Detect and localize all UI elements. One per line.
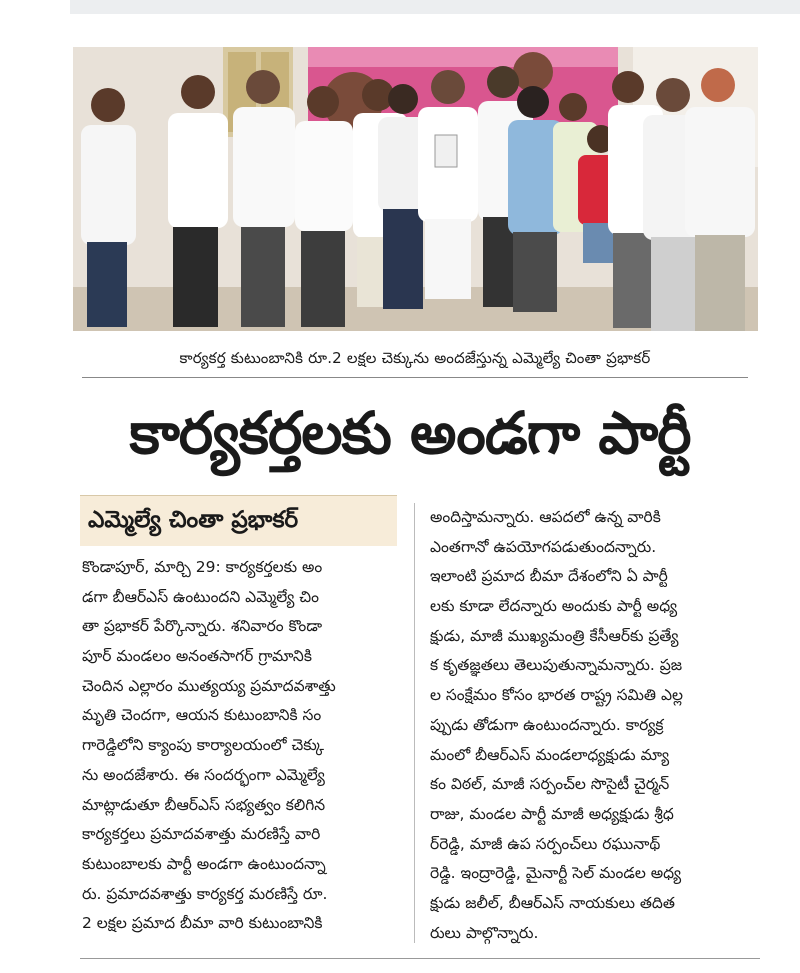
article-column-right xyxy=(430,503,752,948)
bottom-divider xyxy=(80,958,760,959)
text-line: మంలో బీఆర్ఎస్ మండలాధ్యక్షుడు మ్యా xyxy=(430,745,670,764)
text-line: ల సంక్షేమం కోసం భారత రాష్ట్ర సమితి ఎల్ల xyxy=(430,686,683,705)
text-line: ఇలాంటి ప్రమాద బీమా దేశంలోని ఏ పార్టీ xyxy=(430,567,668,586)
text-line: 2 లక్షల ప్రమాద బీమా వారి కుటుంబానికి xyxy=(82,914,323,933)
text-line: రాజు, మండల పార్టీ మాజీ అధ్యక్షుడు శ్రీధ xyxy=(430,804,674,823)
column-divider xyxy=(414,503,415,943)
text-line: గారెడ్డిలోని క్యాంపు కార్యాలయంలో చెక్కు xyxy=(82,736,324,755)
headline: కార్యకర్తలకు అండగా పార్టీ xyxy=(129,399,691,467)
article-column-left xyxy=(82,553,400,939)
text-line: కార్యకర్తలు ప్రమాదవశాత్తు మరణిస్తే వారి xyxy=(82,825,321,844)
text-line: క్షుడు, మాజీ ముఖ్యమంత్రి కేసీఆర్‌కు ప్రత్యే xyxy=(430,626,679,645)
text-line: ఎంతగానో ఉపయోగపడుతుందన్నారు. xyxy=(430,537,657,556)
text-line: కొండాపూర్, మార్చి 29: కార్యకర్తలకు అం xyxy=(82,558,323,576)
text-line: ను అందజేశారు. ఈ సందర్భంగా ఎమ్మెల్యే xyxy=(82,765,325,784)
caption-divider xyxy=(82,377,748,378)
text-line: చెందిన ఎల్లారం ముత్యయ్య ప్రమాదవశాత్తు xyxy=(82,676,336,695)
text-line: డగా బీఆర్ఎస్ ఉంటుందని ఎమ్మెల్యే చిం xyxy=(82,587,319,606)
text-line: రులు పాల్గొన్నారు. xyxy=(430,923,539,942)
text-line: క్షుడు జలీల్, బీఆర్ఎస్ నాయకులు తదిత xyxy=(430,893,675,912)
text-line: మాట్లాడుతూ బీఆర్ఎస్ సభ్యత్వం కలిగిన xyxy=(82,795,326,814)
text-line: కుటుంబాలకు పార్టీ అండగా ఉంటుందన్నా xyxy=(82,854,326,873)
text-line: ర్‌రెడ్డి, మాజీ ఉప సర్పంచ్‌లు రఘునాథ్ xyxy=(430,834,661,853)
byline: ఎమ్మెల్యే చింతా ప్రభాకర్ xyxy=(88,507,299,533)
text-line: క కృతజ్ఞతలు తెలుపుతున్నామన్నారు. ప్రజ xyxy=(430,656,683,675)
text-line: రెడ్డి. ఇంద్రారెడ్డి, మైనార్టీ సెల్ మండల అధ్య xyxy=(430,864,682,883)
news-photo xyxy=(73,47,758,331)
text-line: తా ప్రభాకర్ పేర్కొన్నారు. శనివారం కొండా xyxy=(82,617,323,636)
text-line: అందిస్తామన్నారు. ఆపదలో ఉన్న వారికి xyxy=(430,508,661,526)
top-bar xyxy=(70,0,800,14)
text-line: ప్పుడు తోడుగా ఉంటుందన్నారు. కార్యక్ర xyxy=(430,715,664,734)
photo-caption: కార్యకర్త కుటుంబానికి రూ.2 లక్షల చెక్కును అందజేస్తున్న ఎమ్మెల్యే చింతా ప్రభాకర్ xyxy=(179,349,651,367)
text-line: మృతి చెందగా, ఆయన కుటుంబానికి సం xyxy=(82,706,322,725)
text-line: రు. ప్రమాదవశాత్తు కార్యకర్త మరణిస్తే రూ. xyxy=(82,884,328,903)
text-line: పూర్ మండలం అనంతసాగర్ గ్రామానికి xyxy=(82,647,312,666)
text-line: లకు కూడా లేదన్నారు అందుకు పార్టీ అధ్య xyxy=(430,597,678,616)
text-line: కం విఠల్, మాజీ సర్పంచ్‌ల సొసైటీ చైర్మన్ xyxy=(430,775,670,794)
